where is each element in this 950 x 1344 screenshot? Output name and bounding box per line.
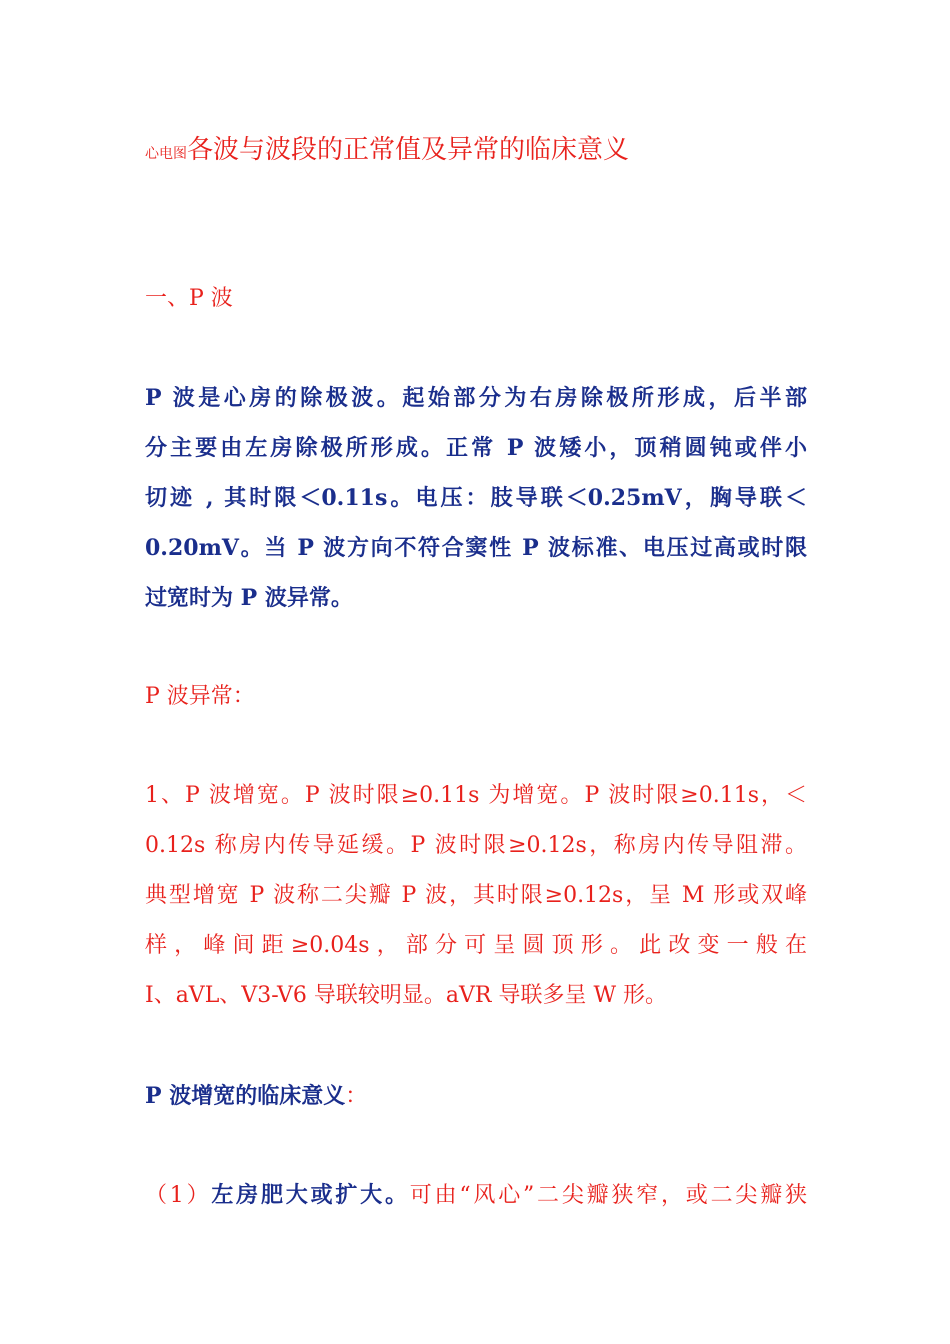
point1-bold: 左房肥大或扩大。 — [211, 1182, 410, 1208]
point1-rest: 可由“风心”二尖瓣狭窄，或二尖瓣狭 — [409, 1183, 807, 1208]
intro-line: P 波是心房的除极波。起始部分为右房除极所形成，后半部 — [145, 385, 807, 411]
abnormal-heading: P 波异常： — [145, 684, 255, 709]
section-heading-p-wave: 一、P 波 — [145, 286, 233, 311]
item1-line: 0.12s 称房内传导延缓。P 波时限≥0.12s，称房内传导阻滞。 — [145, 833, 807, 858]
intro-line: 过宽时为 P 波异常。 — [145, 585, 353, 611]
intro-line: 分主要由左房除极所形成。正常 P 波矮小，顶稍圆钝或伴小 — [145, 435, 807, 461]
clinical-heading-colon: ： — [345, 1084, 368, 1109]
item1-line: 样，峰间距≥0.04s，部分可呈圆顶形。此改变一般在 — [145, 933, 807, 958]
point1-prefix: （1） — [145, 1183, 212, 1208]
item1-line: 典型增宽 P 波称二尖瓣 P 波，其时限≥0.12s，呈 M 形或双峰 — [145, 883, 807, 908]
document-title — [145, 133, 629, 171]
title-prefix: 心电图 — [145, 146, 187, 162]
item1-line: 1、P 波增宽。P 波时限≥0.11s 为增宽。P 波时限≥0.11s，＜ — [145, 783, 807, 808]
clinical-significance-heading — [145, 1081, 367, 1112]
point1-line — [145, 1170, 807, 1220]
item1-paragraph — [145, 771, 807, 1021]
intro-line: 0.20mV。当 P 波方向不符合窦性 P 波标准、电压过高或时限 — [145, 535, 807, 561]
item1-line: I、aVL、V3-V6 导联较明显。aVR 导联多呈 W 形。 — [145, 983, 668, 1008]
clinical-heading-text: P 波增宽的临床意义 — [145, 1083, 346, 1109]
title-main: 各波与波段的正常值及异常的临床意义 — [187, 135, 630, 165]
intro-paragraph — [145, 373, 807, 623]
point1-paragraph — [145, 1170, 807, 1220]
intro-line: 切迹 , 其时限＜0.11s。电压：肢导联＜0.25mV，胸导联＜ — [145, 485, 807, 511]
